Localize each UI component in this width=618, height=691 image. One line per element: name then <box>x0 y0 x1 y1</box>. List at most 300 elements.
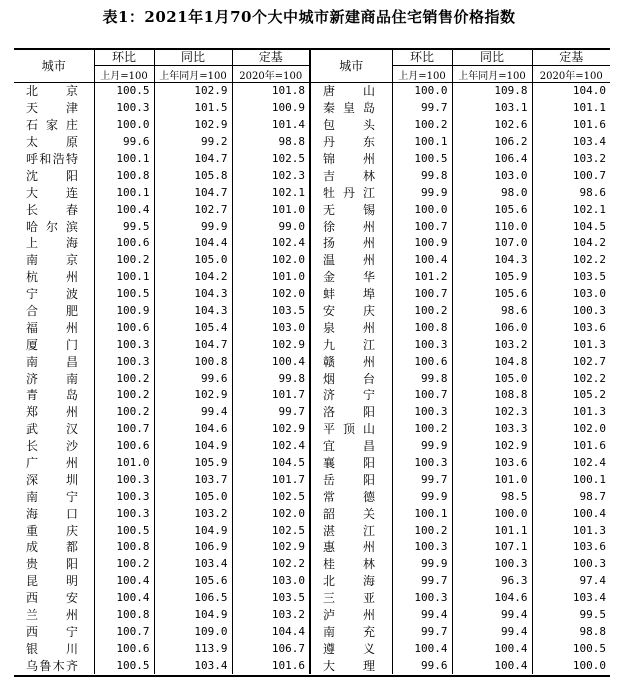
mom-value: 100.2 <box>94 252 154 269</box>
table-row <box>14 607 610 624</box>
city-name: 兰州 <box>26 608 78 623</box>
city-cell <box>310 218 392 235</box>
yoy-value: 106.2 <box>452 134 532 151</box>
yoy-value: 105.9 <box>154 455 232 472</box>
fixed-value: 103.5 <box>532 269 610 286</box>
fixed-value: 98.7 <box>532 488 610 505</box>
table-row <box>14 286 610 303</box>
city-cell <box>14 319 94 336</box>
fixed-value: 102.2 <box>232 556 310 573</box>
city-cell <box>14 218 94 235</box>
yoy-value: 104.7 <box>154 336 232 353</box>
table-row <box>14 117 610 134</box>
city-cell <box>14 353 94 370</box>
city-name: 武汉 <box>26 422 78 437</box>
yoy-value: 104.9 <box>154 522 232 539</box>
city-cell <box>310 353 392 370</box>
city-cell <box>14 421 94 438</box>
city-cell <box>310 590 392 607</box>
fixed-value: 101.3 <box>532 336 610 353</box>
fixed-value: 105.2 <box>532 387 610 404</box>
city-cell <box>14 167 94 184</box>
mom-value: 100.3 <box>94 488 154 505</box>
yoy-value: 99.4 <box>452 624 532 641</box>
city-name: 昆明 <box>26 574 78 589</box>
mom-value: 99.9 <box>392 438 452 455</box>
fixed-value: 101.6 <box>532 117 610 134</box>
city-name: 西宁 <box>26 624 78 639</box>
mom-value: 100.4 <box>94 590 154 607</box>
table-body <box>14 83 610 675</box>
table-row <box>14 505 610 522</box>
fixed-value: 100.3 <box>532 303 610 320</box>
table-row <box>14 657 610 674</box>
fixed-value: 102.7 <box>532 353 610 370</box>
header-yoy-base-right: 上年同月=100 <box>452 66 532 83</box>
yoy-value: 105.9 <box>452 269 532 286</box>
mom-value: 100.2 <box>94 556 154 573</box>
city-cell <box>310 336 392 353</box>
city-name: 杭州 <box>26 270 78 285</box>
mom-value: 100.3 <box>94 336 154 353</box>
city-name: 南宁 <box>26 489 78 504</box>
fixed-value: 99.7 <box>232 404 310 421</box>
yoy-value: 103.3 <box>452 421 532 438</box>
yoy-value: 96.3 <box>452 573 532 590</box>
mom-value: 101.0 <box>94 455 154 472</box>
fixed-value: 104.0 <box>532 83 610 100</box>
mom-value: 99.9 <box>392 488 452 505</box>
city-name: 平顶山 <box>323 422 375 437</box>
mom-value: 100.6 <box>94 235 154 252</box>
city-name: 无锡 <box>323 202 375 217</box>
yoy-value: 103.0 <box>452 167 532 184</box>
mom-value: 100.3 <box>94 100 154 117</box>
city-name: 深圳 <box>26 472 78 487</box>
yoy-value: 104.9 <box>154 607 232 624</box>
yoy-value: 103.2 <box>154 505 232 522</box>
mom-value: 100.2 <box>94 387 154 404</box>
city-name: 徐州 <box>323 219 375 234</box>
mom-value: 100.3 <box>94 353 154 370</box>
fixed-value: 104.2 <box>532 235 610 252</box>
city-cell <box>310 286 392 303</box>
fixed-value: 103.5 <box>232 303 310 320</box>
mom-value: 100.3 <box>392 404 452 421</box>
header-yoy-right: 同比 <box>452 48 532 66</box>
city-cell <box>14 505 94 522</box>
table-row <box>14 590 610 607</box>
mom-value: 100.3 <box>94 471 154 488</box>
mom-value: 100.2 <box>94 370 154 387</box>
city-name: 郑州 <box>26 405 78 420</box>
yoy-value: 103.4 <box>154 556 232 573</box>
city-name: 海口 <box>26 506 78 521</box>
yoy-value: 104.2 <box>154 269 232 286</box>
yoy-value: 108.8 <box>452 387 532 404</box>
mom-value: 100.9 <box>94 303 154 320</box>
city-cell <box>310 370 392 387</box>
fixed-value: 98.8 <box>532 624 610 641</box>
yoy-value: 103.7 <box>154 471 232 488</box>
city-name: 广州 <box>26 456 78 471</box>
city-cell <box>310 556 392 573</box>
city-cell <box>310 269 392 286</box>
city-cell <box>14 201 94 218</box>
fixed-value: 101.6 <box>532 438 610 455</box>
city-cell <box>14 387 94 404</box>
mom-value: 100.8 <box>94 607 154 624</box>
city-cell <box>310 657 392 674</box>
mom-value: 100.7 <box>392 387 452 404</box>
yoy-value: 104.4 <box>154 235 232 252</box>
fixed-value: 101.7 <box>232 387 310 404</box>
table-row <box>14 134 610 151</box>
city-cell <box>310 640 392 657</box>
header-mom-left: 环比 <box>94 48 154 66</box>
yoy-value: 104.7 <box>154 151 232 168</box>
yoy-value: 102.9 <box>154 387 232 404</box>
city-name: 秦皇岛 <box>323 101 375 116</box>
mom-value: 99.7 <box>392 624 452 641</box>
fixed-value: 99.8 <box>232 370 310 387</box>
yoy-value: 105.0 <box>154 488 232 505</box>
yoy-value: 98.0 <box>452 184 532 201</box>
mom-value: 100.1 <box>392 134 452 151</box>
fixed-value: 98.6 <box>532 184 610 201</box>
city-name: 桂林 <box>323 557 375 572</box>
yoy-value: 100.4 <box>452 657 532 674</box>
mom-value: 100.4 <box>392 640 452 657</box>
yoy-value: 105.0 <box>452 370 532 387</box>
mom-value: 100.7 <box>94 624 154 641</box>
city-name: 宁波 <box>26 287 78 302</box>
table-row <box>14 438 610 455</box>
fixed-value: 102.0 <box>232 505 310 522</box>
city-name: 青岛 <box>26 388 78 403</box>
city-cell <box>310 151 392 168</box>
yoy-value: 100.3 <box>452 556 532 573</box>
mom-value: 100.2 <box>392 421 452 438</box>
city-name: 包头 <box>323 118 375 133</box>
mom-value: 99.7 <box>392 100 452 117</box>
yoy-value: 99.4 <box>154 404 232 421</box>
mom-value: 100.7 <box>94 421 154 438</box>
mom-value: 100.0 <box>392 201 452 218</box>
fixed-value: 101.0 <box>232 269 310 286</box>
fixed-value: 102.4 <box>532 455 610 472</box>
table-row <box>14 404 610 421</box>
city-name: 温州 <box>323 253 375 268</box>
fixed-value: 99.0 <box>232 218 310 235</box>
city-cell <box>14 573 94 590</box>
city-name: 南昌 <box>26 354 78 369</box>
city-cell <box>14 100 94 117</box>
mom-value: 100.2 <box>392 303 452 320</box>
city-cell <box>14 471 94 488</box>
mom-value: 100.8 <box>392 319 452 336</box>
table-row <box>14 235 610 252</box>
yoy-value: 106.9 <box>154 539 232 556</box>
mom-value: 99.9 <box>392 556 452 573</box>
city-name: 泉州 <box>323 320 375 335</box>
yoy-value: 104.9 <box>154 438 232 455</box>
fixed-value: 102.9 <box>232 421 310 438</box>
city-name: 石家庄 <box>26 118 78 133</box>
header-yoy-base-left: 上年同月=100 <box>154 66 232 83</box>
city-cell <box>14 624 94 641</box>
city-name: 南京 <box>26 253 78 268</box>
table-row <box>14 151 610 168</box>
city-cell <box>310 455 392 472</box>
city-name: 泸州 <box>323 608 375 623</box>
yoy-value: 102.3 <box>452 404 532 421</box>
city-cell <box>310 134 392 151</box>
table-row <box>14 218 610 235</box>
fixed-value: 103.4 <box>532 590 610 607</box>
city-name: 大理 <box>323 658 375 673</box>
city-name: 福州 <box>26 320 78 335</box>
mom-value: 100.5 <box>94 657 154 674</box>
fixed-value: 101.0 <box>232 201 310 218</box>
table-row <box>14 370 610 387</box>
city-name: 上海 <box>26 236 78 251</box>
city-name: 太原 <box>26 135 78 150</box>
city-name: 乌鲁木齐 <box>26 658 78 673</box>
yoy-value: 105.0 <box>154 252 232 269</box>
header-mom-base-right: 上月=100 <box>392 66 452 83</box>
yoy-value: 105.8 <box>154 167 232 184</box>
mom-value: 100.1 <box>94 269 154 286</box>
city-name: 洛阳 <box>323 405 375 420</box>
yoy-value: 110.0 <box>452 218 532 235</box>
mom-value: 100.6 <box>94 319 154 336</box>
page-title: 表1：2021年1月70个大中城市新建商品住宅销售价格指数 <box>102 8 516 26</box>
fixed-value: 102.5 <box>232 522 310 539</box>
city-cell <box>14 640 94 657</box>
yoy-value: 104.8 <box>452 353 532 370</box>
mom-value: 100.6 <box>392 353 452 370</box>
fixed-value: 102.9 <box>232 539 310 556</box>
header-row-1 <box>14 48 610 66</box>
city-cell <box>14 657 94 674</box>
mom-value: 100.5 <box>94 522 154 539</box>
city-cell <box>14 404 94 421</box>
fixed-value: 101.7 <box>232 471 310 488</box>
yoy-value: 109.8 <box>452 83 532 100</box>
city-cell <box>310 505 392 522</box>
yoy-value: 101.5 <box>154 100 232 117</box>
city-cell <box>14 286 94 303</box>
city-cell <box>14 83 94 100</box>
city-cell <box>14 438 94 455</box>
mom-value: 99.6 <box>94 134 154 151</box>
fixed-value: 102.5 <box>232 488 310 505</box>
mom-value: 99.4 <box>392 607 452 624</box>
yoy-value: 106.5 <box>154 590 232 607</box>
city-name: 银川 <box>26 641 78 656</box>
city-name: 贵阳 <box>26 557 78 572</box>
city-name: 锦州 <box>323 152 375 166</box>
city-name: 烟台 <box>323 371 375 386</box>
city-name: 三亚 <box>323 591 375 606</box>
city-cell <box>310 607 392 624</box>
header-fixed-right: 定基 <box>532 48 610 66</box>
mom-value: 100.8 <box>94 539 154 556</box>
fixed-value: 106.7 <box>232 640 310 657</box>
mom-value: 100.6 <box>94 640 154 657</box>
yoy-value: 105.4 <box>154 319 232 336</box>
city-cell <box>14 269 94 286</box>
yoy-value: 102.7 <box>154 201 232 218</box>
header-fixed-base-right: 2020年=100 <box>532 66 610 83</box>
fixed-value: 99.5 <box>532 607 610 624</box>
header-mom-base-left: 上月=100 <box>94 66 154 83</box>
yoy-value: 98.5 <box>452 488 532 505</box>
fixed-value: 102.5 <box>232 151 310 168</box>
mom-value: 99.6 <box>392 657 452 674</box>
city-cell <box>310 421 392 438</box>
city-cell <box>310 184 392 201</box>
city-cell <box>14 117 94 134</box>
yoy-value: 102.9 <box>452 438 532 455</box>
city-name: 济南 <box>26 371 78 386</box>
table-row <box>14 303 610 320</box>
city-cell <box>310 167 392 184</box>
mom-value: 99.9 <box>392 184 452 201</box>
city-name: 重庆 <box>26 523 78 538</box>
table-row <box>14 269 610 286</box>
fixed-value: 104.4 <box>232 624 310 641</box>
yoy-value: 101.0 <box>452 471 532 488</box>
fixed-value: 100.4 <box>232 353 310 370</box>
city-name: 九江 <box>323 337 375 352</box>
table-row <box>14 319 610 336</box>
mom-value: 100.4 <box>94 201 154 218</box>
city-cell <box>310 117 392 134</box>
yoy-value: 107.1 <box>452 539 532 556</box>
header-fixed-left: 定基 <box>232 48 310 66</box>
fixed-value: 100.1 <box>532 471 610 488</box>
city-cell <box>310 303 392 320</box>
fixed-value: 100.9 <box>232 100 310 117</box>
yoy-value: 100.4 <box>452 640 532 657</box>
city-name: 岳阳 <box>323 472 375 487</box>
fixed-value: 101.8 <box>232 83 310 100</box>
price-index-table <box>14 48 610 674</box>
yoy-value: 106.4 <box>452 151 532 168</box>
table-row <box>14 539 610 556</box>
table-row <box>14 83 610 100</box>
mom-value: 100.8 <box>94 167 154 184</box>
city-name: 吉林 <box>323 168 375 183</box>
mom-value: 100.3 <box>392 539 452 556</box>
mom-value: 100.2 <box>392 117 452 134</box>
city-name: 遵义 <box>323 641 375 656</box>
city-name: 成都 <box>26 540 78 555</box>
fixed-value: 103.0 <box>232 319 310 336</box>
city-name: 沈阳 <box>26 168 78 183</box>
mom-value: 100.0 <box>392 83 452 100</box>
city-name: 长沙 <box>26 439 78 454</box>
header-city-left: 城市 <box>41 58 66 73</box>
city-cell <box>14 370 94 387</box>
yoy-value: 103.6 <box>452 455 532 472</box>
city-cell <box>310 201 392 218</box>
yoy-value: 105.6 <box>452 201 532 218</box>
fixed-value: 103.6 <box>532 319 610 336</box>
fixed-value: 101.6 <box>232 657 310 674</box>
fixed-value: 102.2 <box>532 252 610 269</box>
table-row <box>14 573 610 590</box>
table-row <box>14 184 610 201</box>
yoy-value: 103.1 <box>452 100 532 117</box>
mom-value: 100.6 <box>94 438 154 455</box>
fixed-value: 103.6 <box>532 539 610 556</box>
table-row <box>14 624 610 641</box>
city-name: 宜昌 <box>323 439 375 454</box>
table-row <box>14 336 610 353</box>
mom-value: 100.3 <box>392 590 452 607</box>
fixed-value: 102.0 <box>232 252 310 269</box>
city-cell <box>310 471 392 488</box>
city-name: 长春 <box>26 202 78 217</box>
yoy-value: 104.3 <box>154 286 232 303</box>
yoy-value: 104.3 <box>154 303 232 320</box>
mom-value: 100.3 <box>94 505 154 522</box>
table-row <box>14 522 610 539</box>
city-name: 惠州 <box>323 540 375 555</box>
fixed-value: 102.2 <box>532 370 610 387</box>
city-name: 扬州 <box>323 236 375 251</box>
city-cell <box>14 184 94 201</box>
city-name: 丹东 <box>323 135 375 150</box>
city-cell <box>14 336 94 353</box>
city-cell <box>14 235 94 252</box>
mom-value: 100.1 <box>392 505 452 522</box>
fixed-value: 103.0 <box>232 573 310 590</box>
yoy-value: 101.1 <box>452 522 532 539</box>
city-cell <box>310 83 392 100</box>
city-cell <box>14 539 94 556</box>
yoy-value: 109.0 <box>154 624 232 641</box>
mom-value: 99.7 <box>392 471 452 488</box>
yoy-value: 102.6 <box>452 117 532 134</box>
city-cell <box>310 539 392 556</box>
table-row <box>14 488 610 505</box>
city-cell <box>14 455 94 472</box>
fixed-value: 103.2 <box>532 151 610 168</box>
city-cell <box>14 488 94 505</box>
mom-value: 100.1 <box>94 151 154 168</box>
yoy-value: 104.6 <box>452 590 532 607</box>
mom-value: 100.7 <box>392 218 452 235</box>
yoy-value: 106.0 <box>452 319 532 336</box>
city-name: 大连 <box>26 185 78 200</box>
fixed-value: 102.9 <box>232 336 310 353</box>
city-cell <box>14 252 94 269</box>
yoy-value: 99.9 <box>154 218 232 235</box>
fixed-value: 102.1 <box>232 184 310 201</box>
fixed-value: 97.4 <box>532 573 610 590</box>
city-cell <box>310 387 392 404</box>
yoy-value: 99.6 <box>154 370 232 387</box>
city-name: 北海 <box>323 574 375 589</box>
city-name: 南充 <box>323 624 375 639</box>
header-yoy-left: 同比 <box>154 48 232 66</box>
mom-value: 100.5 <box>94 286 154 303</box>
yoy-value: 104.6 <box>154 421 232 438</box>
